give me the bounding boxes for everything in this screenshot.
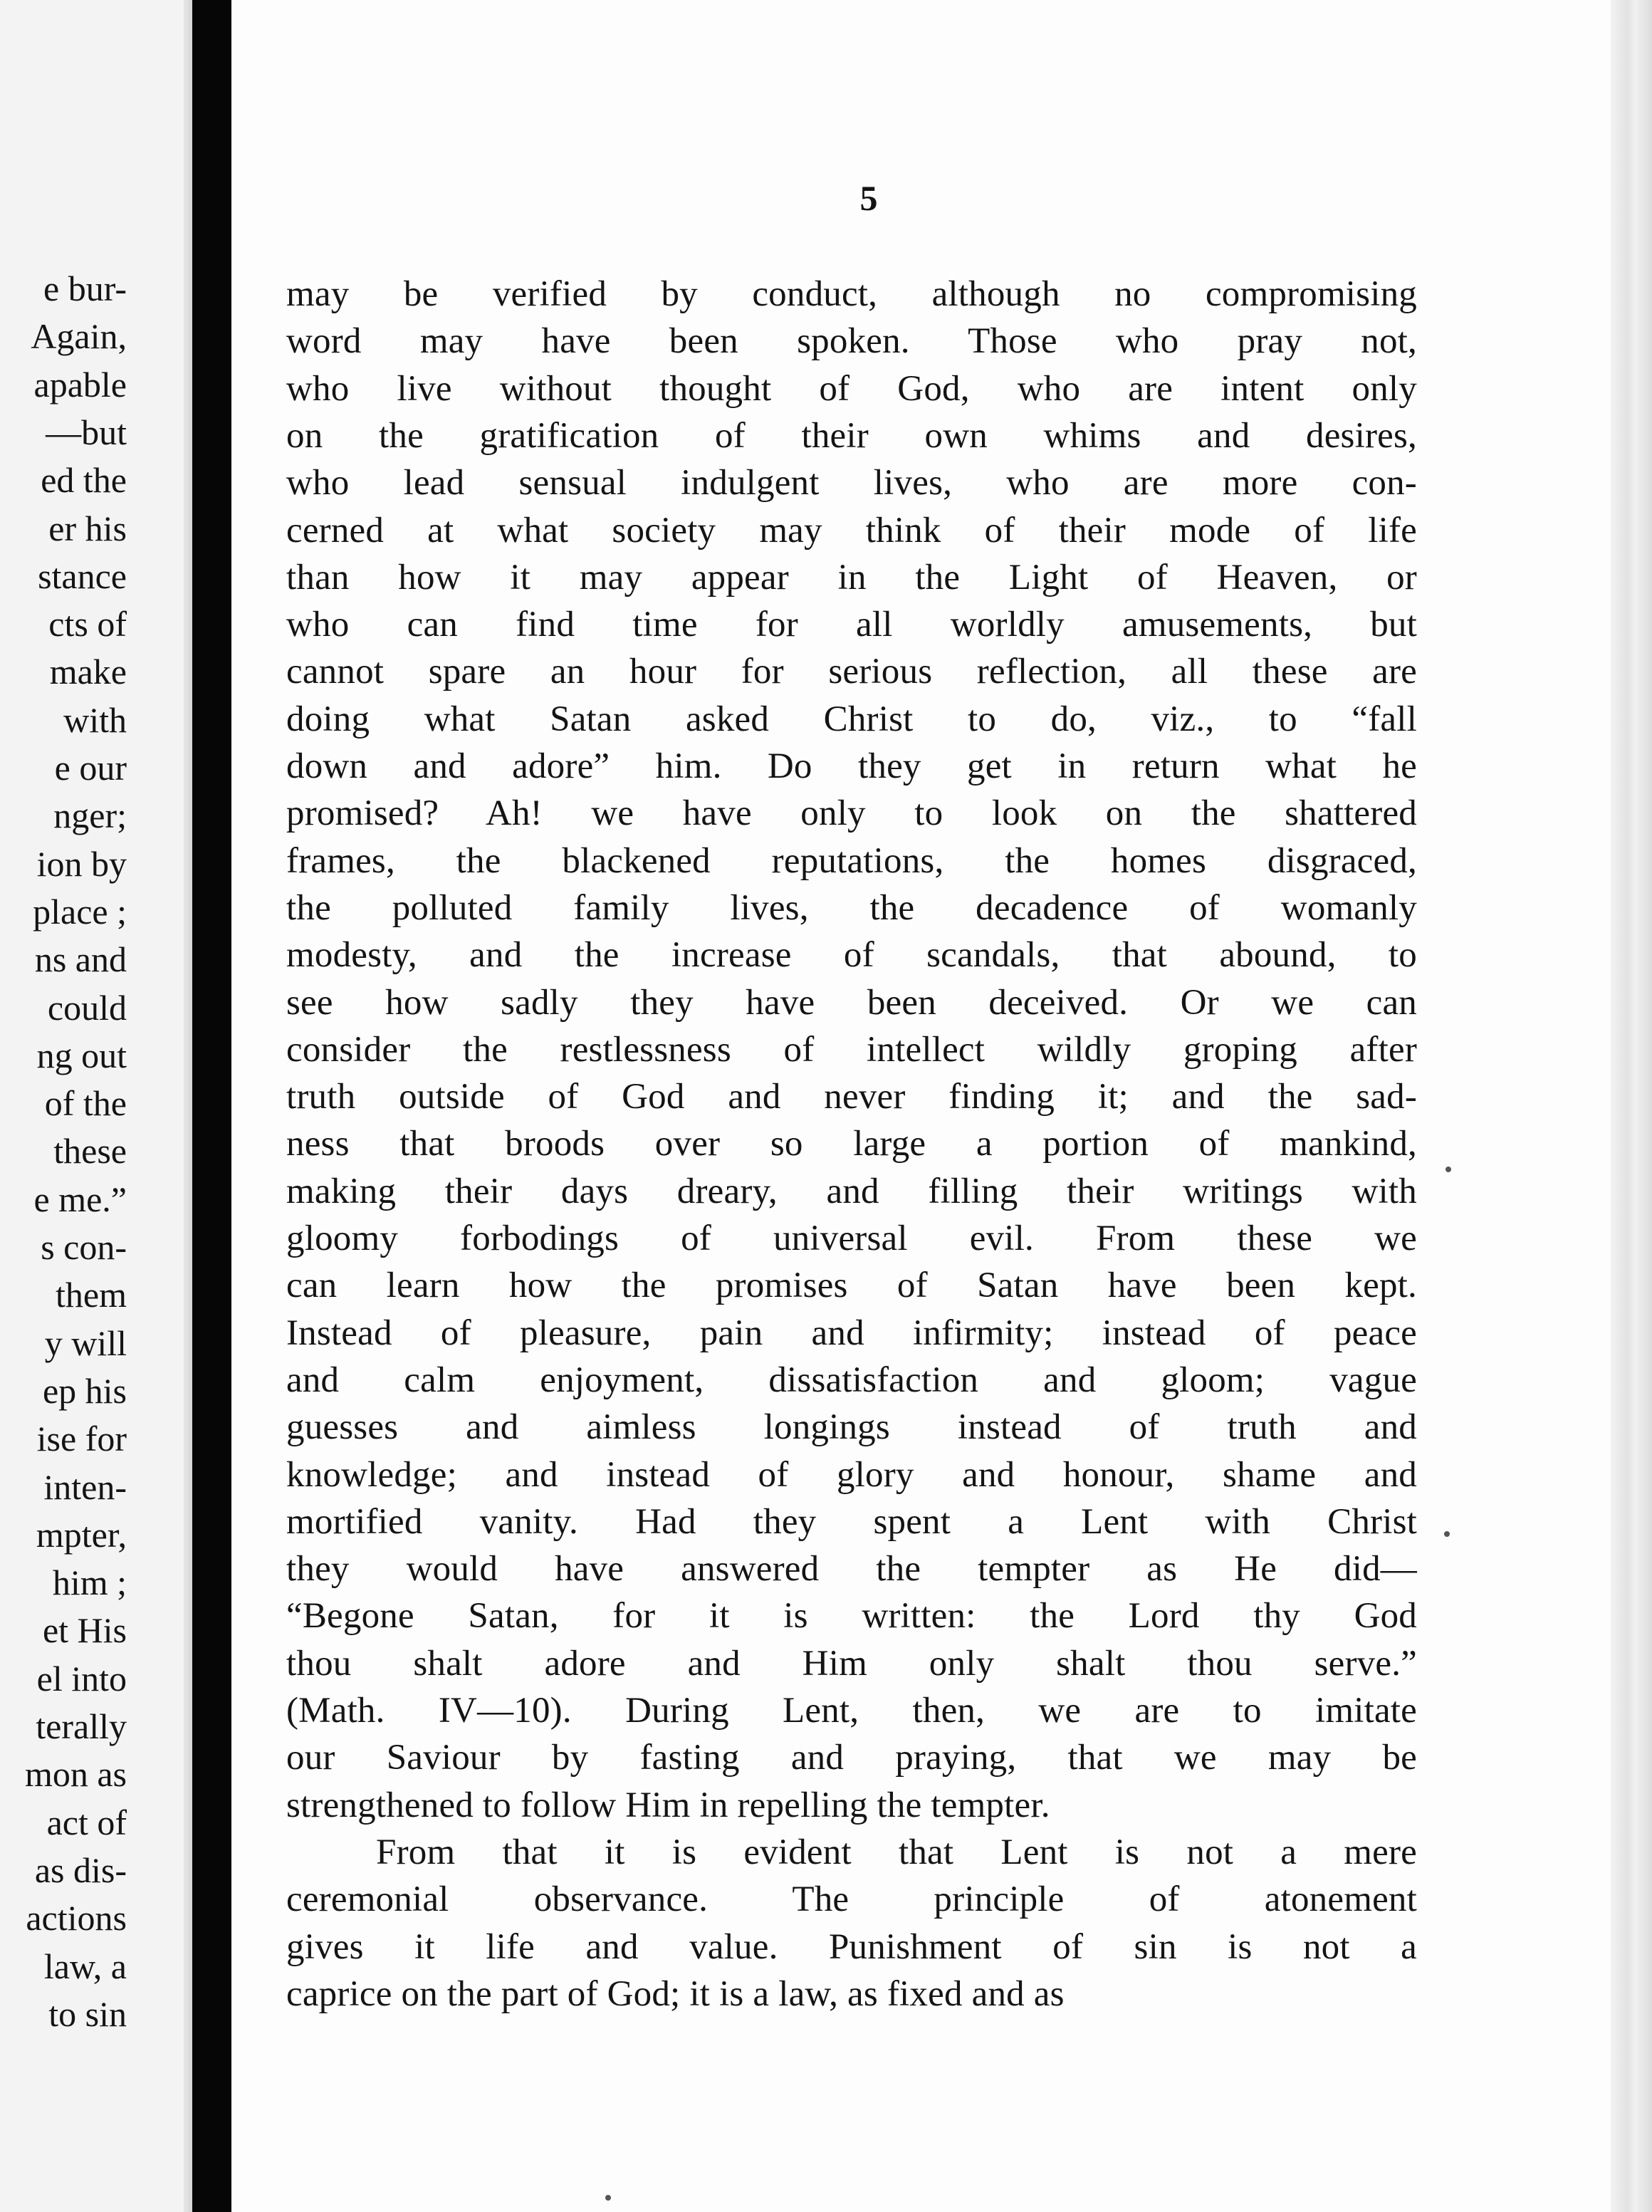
ink-speck [1446,1167,1451,1172]
left-page-line: apable [33,364,127,405]
left-page-edge [184,0,192,2212]
left-page-line: inten- [43,1466,127,1507]
left-page-line: him ; [52,1563,127,1603]
text-line: guesses and aimless longings instead of truth and [286,1407,1417,1448]
text-line: can learn how the promises of Satan have been kept. [286,1266,1417,1306]
text-line: caprice on the part of God; it is a law, as fixed and as [286,1973,1065,2014]
text-line: promised? Ah! we have only to look on the shattered [286,793,1417,834]
text-line: our Saviour by fasting and praying, that we may be [286,1738,1417,1778]
text-line: From that it is evident that Lent is not a mere [376,1832,1417,1872]
left-page-line: y will [44,1322,127,1363]
left-page-line: cts of [48,604,127,645]
text-line: strengthened to follow Him in repelling the tempter. [286,1785,1050,1825]
text-line: doing what Satan asked Christ to do, viz., to “fall [286,699,1417,739]
left-page-line: e bur- [43,268,127,308]
text-line: who lead sensual indulgent lives, who are more con- [286,463,1417,504]
text-line: gives it life and value. Punishment of sin is not a [286,1926,1417,1967]
text-line: who can find time for all worldly amusements, but [286,605,1417,645]
text-line: truth outside of God and never finding it; and the sad- [286,1077,1417,1117]
left-page-line: nger; [53,795,127,836]
left-page-line: mpter, [36,1514,127,1555]
left-page-line: er his [48,508,127,548]
text-line: down and adore” him. Do they get in return what he [286,746,1417,786]
left-page-line: ion by [36,843,127,884]
text-line: may be verified by conduct, although no compromising [286,274,1417,314]
left-page-line: ed the [41,460,127,501]
text-line: Instead of pleasure, pain and infirmity; instead of peace [286,1313,1417,1353]
right-page-edge [1611,0,1652,2212]
left-page-line: act of [46,1802,127,1842]
left-page-line: these [53,1131,127,1172]
text-line: making their days dreary, and filling their writings with [286,1171,1417,1211]
left-page-line: ise for [36,1419,127,1459]
left-page-line: law, a [43,1946,127,1986]
left-page-line: et His [42,1610,127,1651]
left-page-line: of the [44,1083,127,1124]
left-page-line: stance [38,555,127,596]
text-line: who live without thought of God, who are intent only [286,368,1417,409]
text-line: frames, the blackened reputations, the homes disgraced, [286,840,1417,881]
text-line: word may have been spoken. Those who pray not, [286,321,1417,362]
left-page-line: e me.” [33,1179,127,1219]
left-page-line: ep his [42,1370,127,1411]
left-page-line: to sin [48,1993,127,2034]
left-page-line: s con- [41,1227,127,1267]
text-line: they would have answered the tempter as He did— [286,1549,1417,1590]
left-page-line: —but [46,412,127,452]
text-line: cerned at what society may think of their mode of life [286,510,1417,551]
left-page-line: with [63,699,127,740]
text-line: modesty, and the increase of scandals, that abound, to [286,935,1417,976]
left-page-line: e our [54,748,127,788]
left-page-line: terally [36,1706,127,1746]
left-page-line: mon as [24,1754,127,1795]
text-line: the polluted family lives, the decadence of womanly [286,887,1417,928]
text-line: consider the restlessness of intellect wildly groping after [286,1029,1417,1070]
text-line: than how it may appear in the Light of Heaven, or [286,557,1417,598]
text-line: and calm enjoyment, dissatisfaction and gloom; vague [286,1360,1417,1400]
left-page-line: them [56,1275,127,1315]
left-page-line: el into [36,1658,127,1699]
left-page-line: make [49,652,127,692]
left-page-line: Again, [31,316,127,357]
page-number: 5 [859,178,878,218]
ink-speck [605,2195,611,2201]
text-line: see how sadly they have been deceived. Or we can [286,982,1417,1023]
book-gutter [192,0,231,2212]
text-line: knowledge; and instead of glory and honour, shame and [286,1454,1417,1495]
text-line: ceremonial observance. The principle of atonement [286,1879,1417,1920]
text-line: mortified vanity. Had they spent a Lent with Christ [286,1501,1417,1542]
left-page-line: actions [26,1898,127,1939]
text-line: cannot spare an hour for serious reflection, all these are [286,652,1417,692]
left-page-line: ns and [34,939,127,980]
text-line: (Math. IV—10). During Lent, then, we are to imitate [286,1691,1417,1731]
left-page-line: could [47,987,127,1028]
left-page-fragment [0,0,192,2212]
text-line: on the gratification of their own whims and desires, [286,415,1417,456]
text-line: “Begone Satan, for it is written: the Lord thy God [286,1596,1417,1637]
left-page-line: place ; [33,891,127,932]
left-page-line: ng out [36,1035,127,1075]
text-line: thou shalt adore and Him only shalt thou serve.” [286,1643,1417,1684]
text-line: ness that broods over so large a portion of mankind, [286,1124,1417,1164]
left-page-line: as dis- [34,1850,127,1890]
ink-speck [1444,1531,1450,1537]
text-line: gloomy forbodings of universal evil. From these we [286,1219,1417,1258]
